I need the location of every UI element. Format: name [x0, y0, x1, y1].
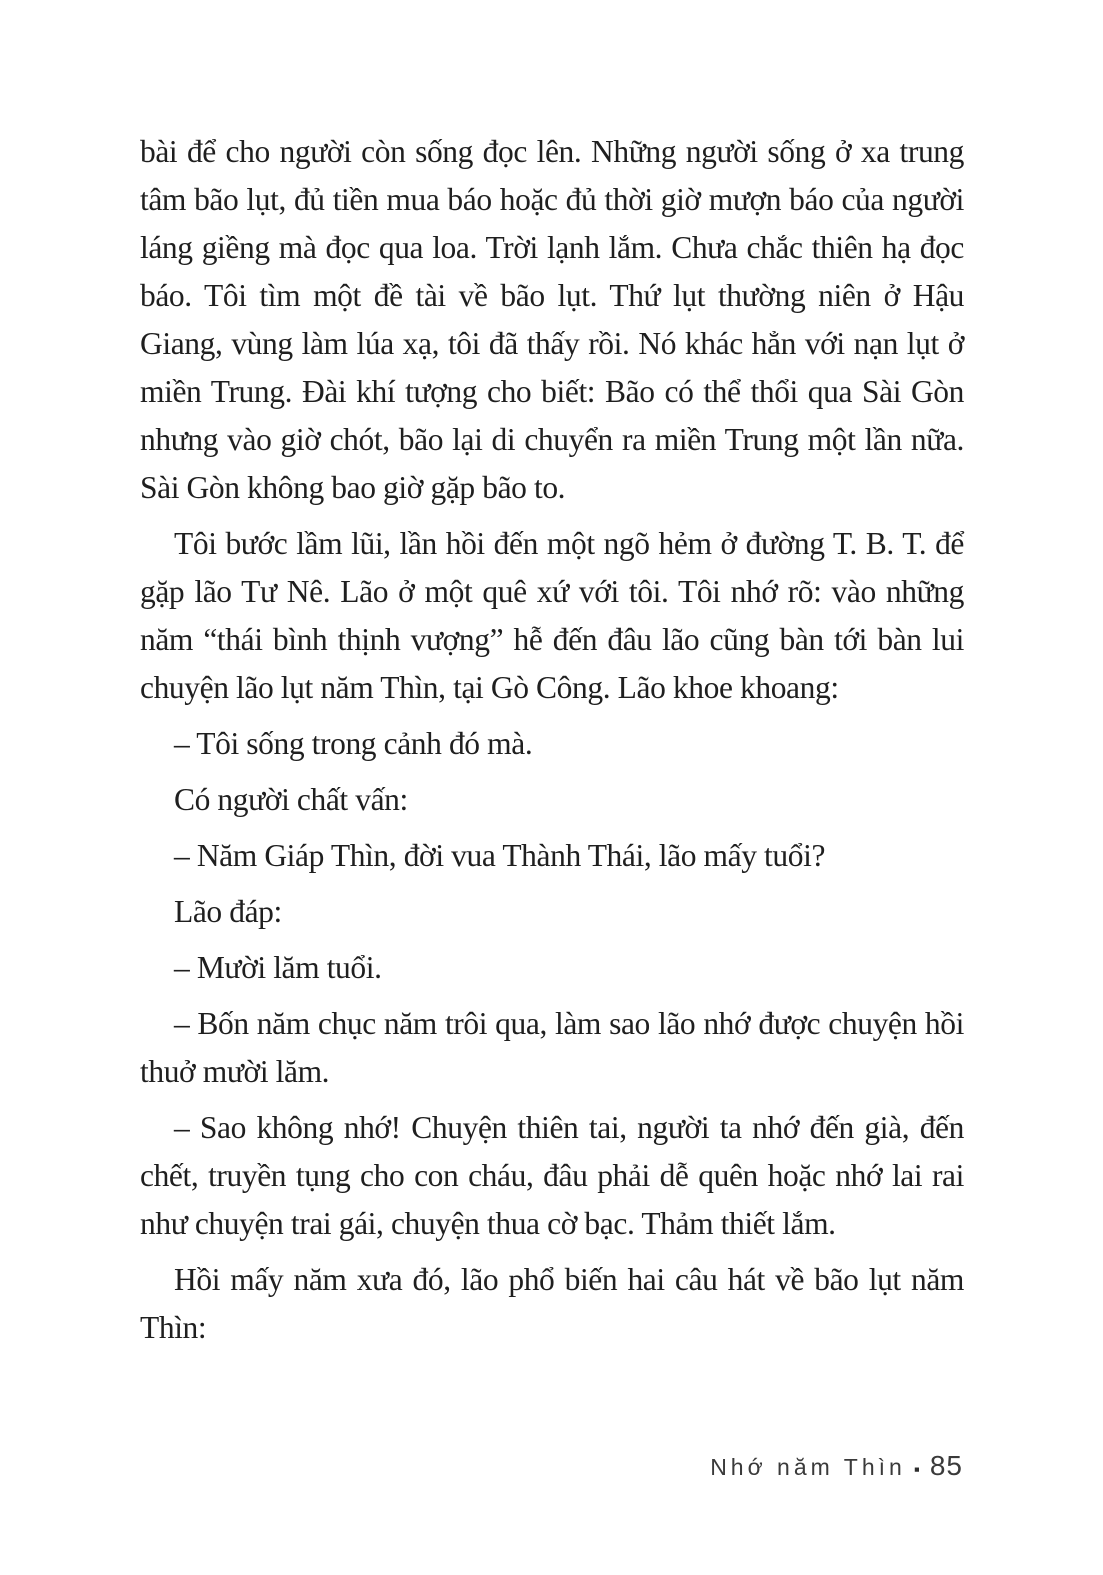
dialogue-paragraph: – Tôi sống trong cảnh đó mà. [174, 726, 533, 761]
body-paragraph: bài để cho người còn sống đọc lên. Những người sống ở xa trung tâm bão lụt, đủ tiền mua báo hoặc đủ thời giờ mượn báo của người láng giềng mà đọc qua loa. Trời lạnh lắm. Chưa chắc thiên hạ đọc báo. Tôi tìm một đề tài về bão lụt. Thứ lụt thường niên ở Hậu Giang, vùng làm lúa xạ, tôi đã thấy rồi. Nó khác hẳn với nạn lụt ở miền Trung. Đài khí tượng cho biết: Bão có thể thổi qua Sài Gòn nhưng vào giờ chót, bão lại di chuyển ra miền Trung một lần nữa. Sài Gòn không bao giờ gặp bão to. [140, 134, 964, 505]
page-number: 85 [929, 1450, 963, 1481]
dialogue-paragraph: – Năm Giáp Thìn, đời vua Thành Thái, lão mấy tuổi? [174, 838, 826, 873]
dialogue-paragraph: – Mười lăm tuổi. [174, 950, 382, 985]
body-paragraph: Tôi bước lầm lũi, lần hồi đến một ngõ hẻm ở đường T. B. T. để gặp lão Tư Nê. Lão ở một quê xứ với tôi. Tôi nhớ rõ: vào những năm “thái bình thịnh vượng” hễ đến đâu lão cũng bàn tới bàn lui chuyện lão lụt năm Thìn, tại Gò Công. Lão khoe khoang: [140, 526, 964, 705]
page-footer [710, 1450, 963, 1482]
body-paragraph: Hồi mấy năm xưa đó, lão phổ biến hai câu hát về bão lụt năm Thìn: [140, 1262, 964, 1345]
square-bullet-icon: ▪ [913, 1460, 920, 1479]
dialogue-paragraph: – Sao không nhớ! Chuyện thiên tai, người ta nhớ đến già, đến chết, truyền tụng cho con cháu, đâu phải dễ quên hoặc nhớ lai rai như chuyện trai gái, chuyện thua cờ bạc. Thảm thiết lắm. [140, 1110, 964, 1241]
running-title: Nhớ năm Thìn [710, 1454, 906, 1480]
body-paragraph: Lão đáp: [174, 894, 282, 929]
body-text-block [140, 128, 964, 1352]
dialogue-paragraph: – Bốn năm chục năm trôi qua, làm sao lão nhớ được chuyện hồi thuở mười lăm. [140, 1006, 964, 1089]
body-paragraph: Có người chất vấn: [174, 782, 408, 817]
